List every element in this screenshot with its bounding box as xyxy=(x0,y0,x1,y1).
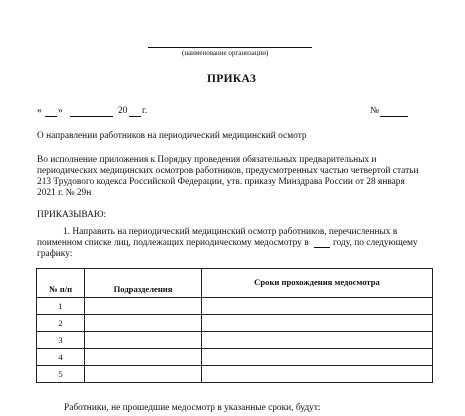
date-year-prefix: 20 xyxy=(118,106,128,116)
item1-line-2-end: году, по следующему xyxy=(333,238,418,248)
date-month-blank xyxy=(70,116,113,117)
item1-line-1: 1. Направить на периодический медицинский осмотр работников, перечисленных в xyxy=(63,227,398,237)
row-schedule xyxy=(202,332,433,349)
row-schedule xyxy=(202,315,433,332)
row-department xyxy=(85,366,202,383)
organization-caption: (наименование организации) xyxy=(182,49,269,57)
table-row xyxy=(37,298,433,315)
preamble-line-3: 213 Трудового кодекса Российской Федерации, утв. приказу Минздрава России от 28 января xyxy=(37,177,405,187)
item1-line-3: графику: xyxy=(37,249,73,259)
row-number: 4 xyxy=(37,349,85,366)
document-title: ПРИКАЗ xyxy=(207,73,257,85)
order-number-prefix: № xyxy=(370,106,379,116)
table-row xyxy=(37,349,433,366)
row-number: 5 xyxy=(37,366,85,383)
date-quote-close: » xyxy=(58,106,63,116)
preamble-line-4: 2021 г. № 29н xyxy=(37,188,92,198)
table-header-schedule: Сроки прохождения медосмотра xyxy=(202,269,433,298)
schedule-table xyxy=(36,268,433,383)
row-department xyxy=(85,298,202,315)
row-number: 3 xyxy=(37,332,85,349)
organization-name-line xyxy=(148,47,312,48)
table-row xyxy=(37,366,433,383)
order-word: ПРИКАЗЫВАЮ: xyxy=(37,210,107,220)
row-number: 1 xyxy=(37,298,85,315)
order-subject: О направлении работников на периодический медицинский осмотр xyxy=(37,131,307,141)
row-schedule xyxy=(202,298,433,315)
row-schedule xyxy=(202,349,433,366)
item1-year-blank xyxy=(314,247,330,248)
table-header-number: № п/п xyxy=(37,269,85,298)
row-department xyxy=(85,332,202,349)
date-year-suffix: г. xyxy=(142,106,148,116)
order-number-blank xyxy=(380,116,408,117)
row-number: 2 xyxy=(37,315,85,332)
row-schedule xyxy=(202,366,433,383)
date-day-blank xyxy=(45,116,57,117)
table-row xyxy=(37,315,433,332)
footer-text: Работники, не прошедшие медосмотр в указанные сроки, будут: xyxy=(64,403,321,413)
row-department xyxy=(85,315,202,332)
table-header-department: Подразделения xyxy=(85,269,202,298)
item1-line-2-start: поименном списке лиц, подлежащих периодическому медосмотру в xyxy=(37,238,309,248)
preamble-line-2: периодических медицинских осмотров работников, предусмотренных частью четвертой статьи xyxy=(37,166,419,176)
table-row xyxy=(37,332,433,349)
preamble-line-1: Во исполнение приложения к Порядку проведения обязательных предварительных и xyxy=(37,155,377,165)
date-quote-open: « xyxy=(37,106,42,116)
date-year-blank xyxy=(129,116,141,117)
row-department xyxy=(85,349,202,366)
